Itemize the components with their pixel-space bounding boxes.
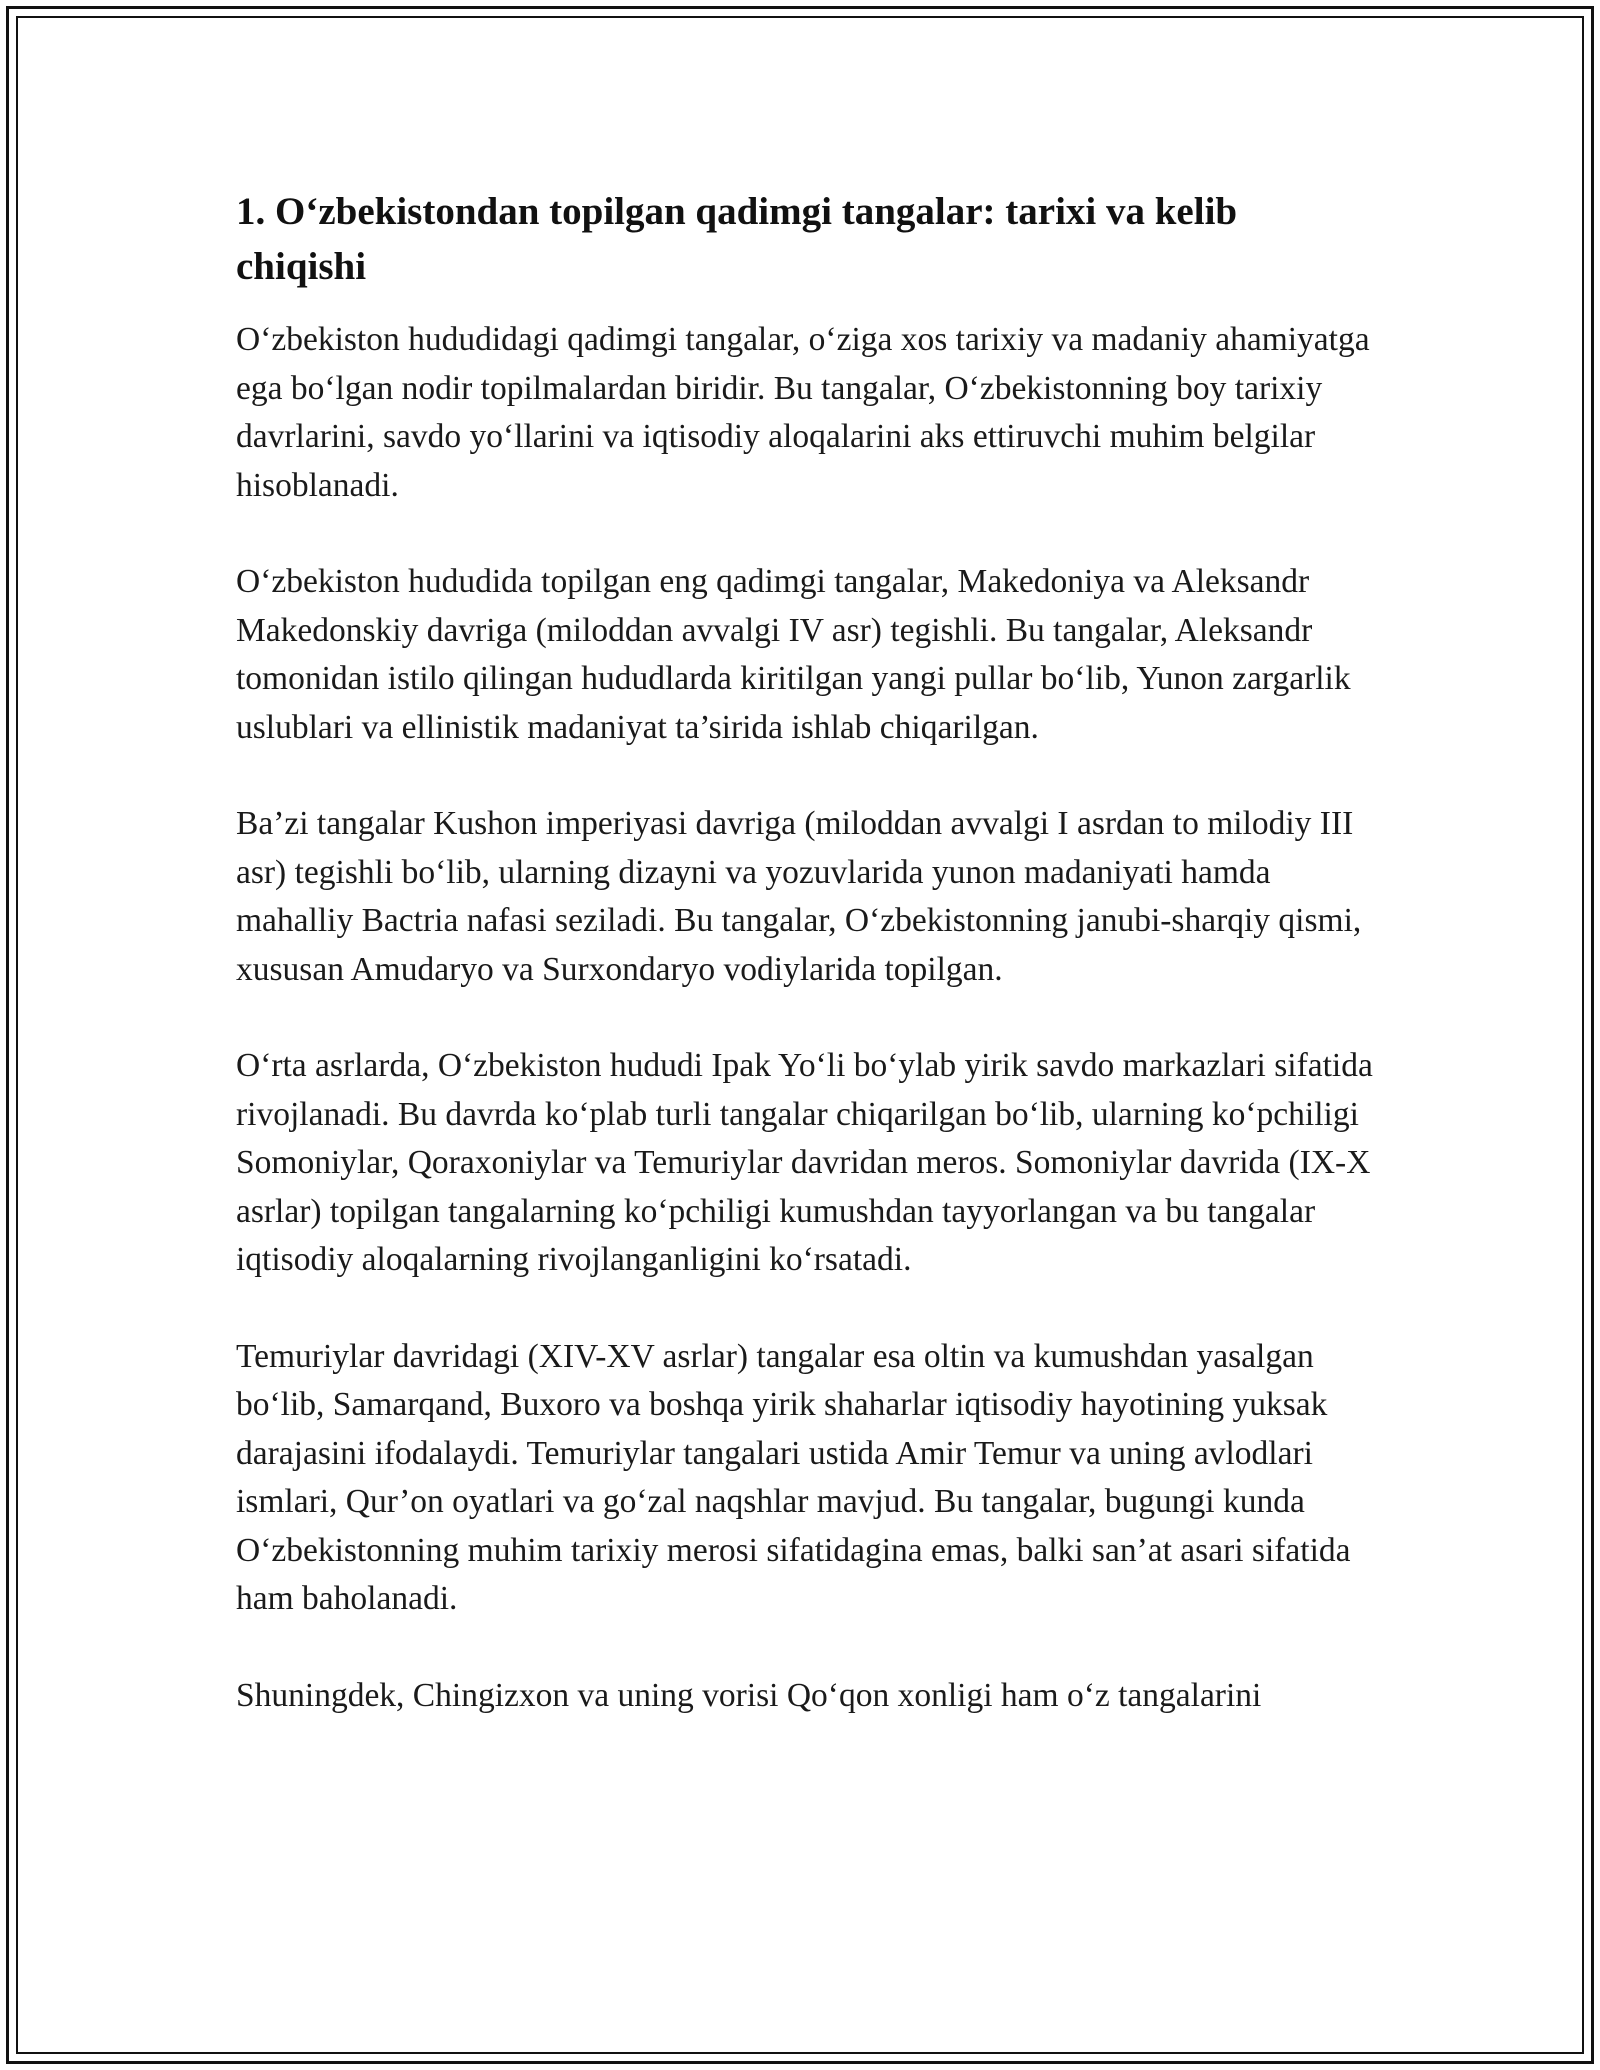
paragraph-5: Temuriylar davridagi (XIV-XV asrlar) tangalar esa oltin va kumushdan yasalgan bo‘lib, Samarqand, Buxoro va boshqa yirik shaharlar iqtisodiy hayotining yuksak darajasini ifodalaydi. Temuriylar tangalari ustida Amir Temur va uning avlodlari ismlari, Qur’on oyatlari va go‘zal naqshlar mavjud. Bu tangalar, bugungi kunda O‘zbekistonning muhim tarixiy merosi sifatidagina emas, balki san’at asari sifatida ham baholanadi. [236,1337,1351,1617]
paragraph-6: Shuningdek, Chingizxon va uning vorisi Qo‘qon xonligi ham o‘z tangalarini [236,1676,1262,1714]
section-heading: 1. O‘zbekistondan topilgan qadimgi tangalar: tarixi va kelib chiqishi [236,190,1238,288]
paragraph-1: O‘zbekiston hududidagi qadimgi tangalar, o‘ziga xos tarixiy va madaniy ahamiyatga ega bo‘lgan nodir topilmalardan biridir. Bu tangalar, O‘zbekistonning boy tarixiy davrlarini, savdo yo‘llarini va iqtisodiy aloqalarini aks ettiruvchi muhim belgilar hisoblanadi. [236,321,1370,504]
paragraph-2: O‘zbekiston hududida topilgan eng qadimgi tangalar, Makedoniya va Aleksandr Makedonskiy davriga (miloddan avvalgi IV asr) tegishli. Bu tangalar, Aleksandr tomonidan istilo qilingan hududlarda kiritilgan yangi pullar bo‘lib, Yunon zargarlik uslublari va ellinistik madaniyat ta’sirida ishlab chiqarilgan. [236,563,1351,746]
paragraph-4: O‘rta asrlarda, O‘zbekiston hududi Ipak Yo‘li bo‘ylab yirik savdo markazlari sifatida rivojlanadi. Bu davrda ko‘plab turli tangalar chiqarilgan bo‘lib, ularning ko‘pchiligi Somoniylar, Qoraxoniylar va Temuriylar davridan meros. Somoniylar davrida (IX-X asrlar) topilgan tangalarning ko‘pchiligi kumushdan tayyorlangan va bu tangalar iqtisodiy aloqalarning rivojlanganligini ko‘rsatadi. [236,1047,1373,1278]
paragraph-3: Ba’zi tangalar Kushon imperiyasi davriga (miloddan avvalgi I asrdan to milodiy III asr) tegishli bo‘lib, ularning dizayni va yozuvlarida yunon madaniyati hamda mahalliy Bactria nafasi seziladi. Bu tangalar, O‘zbekistonning janubi-sharqiy qismi, xususan Amudaryo va Surxondaryo vodiylarida topilgan. [236,805,1362,988]
document-body [236,184,1376,1768]
